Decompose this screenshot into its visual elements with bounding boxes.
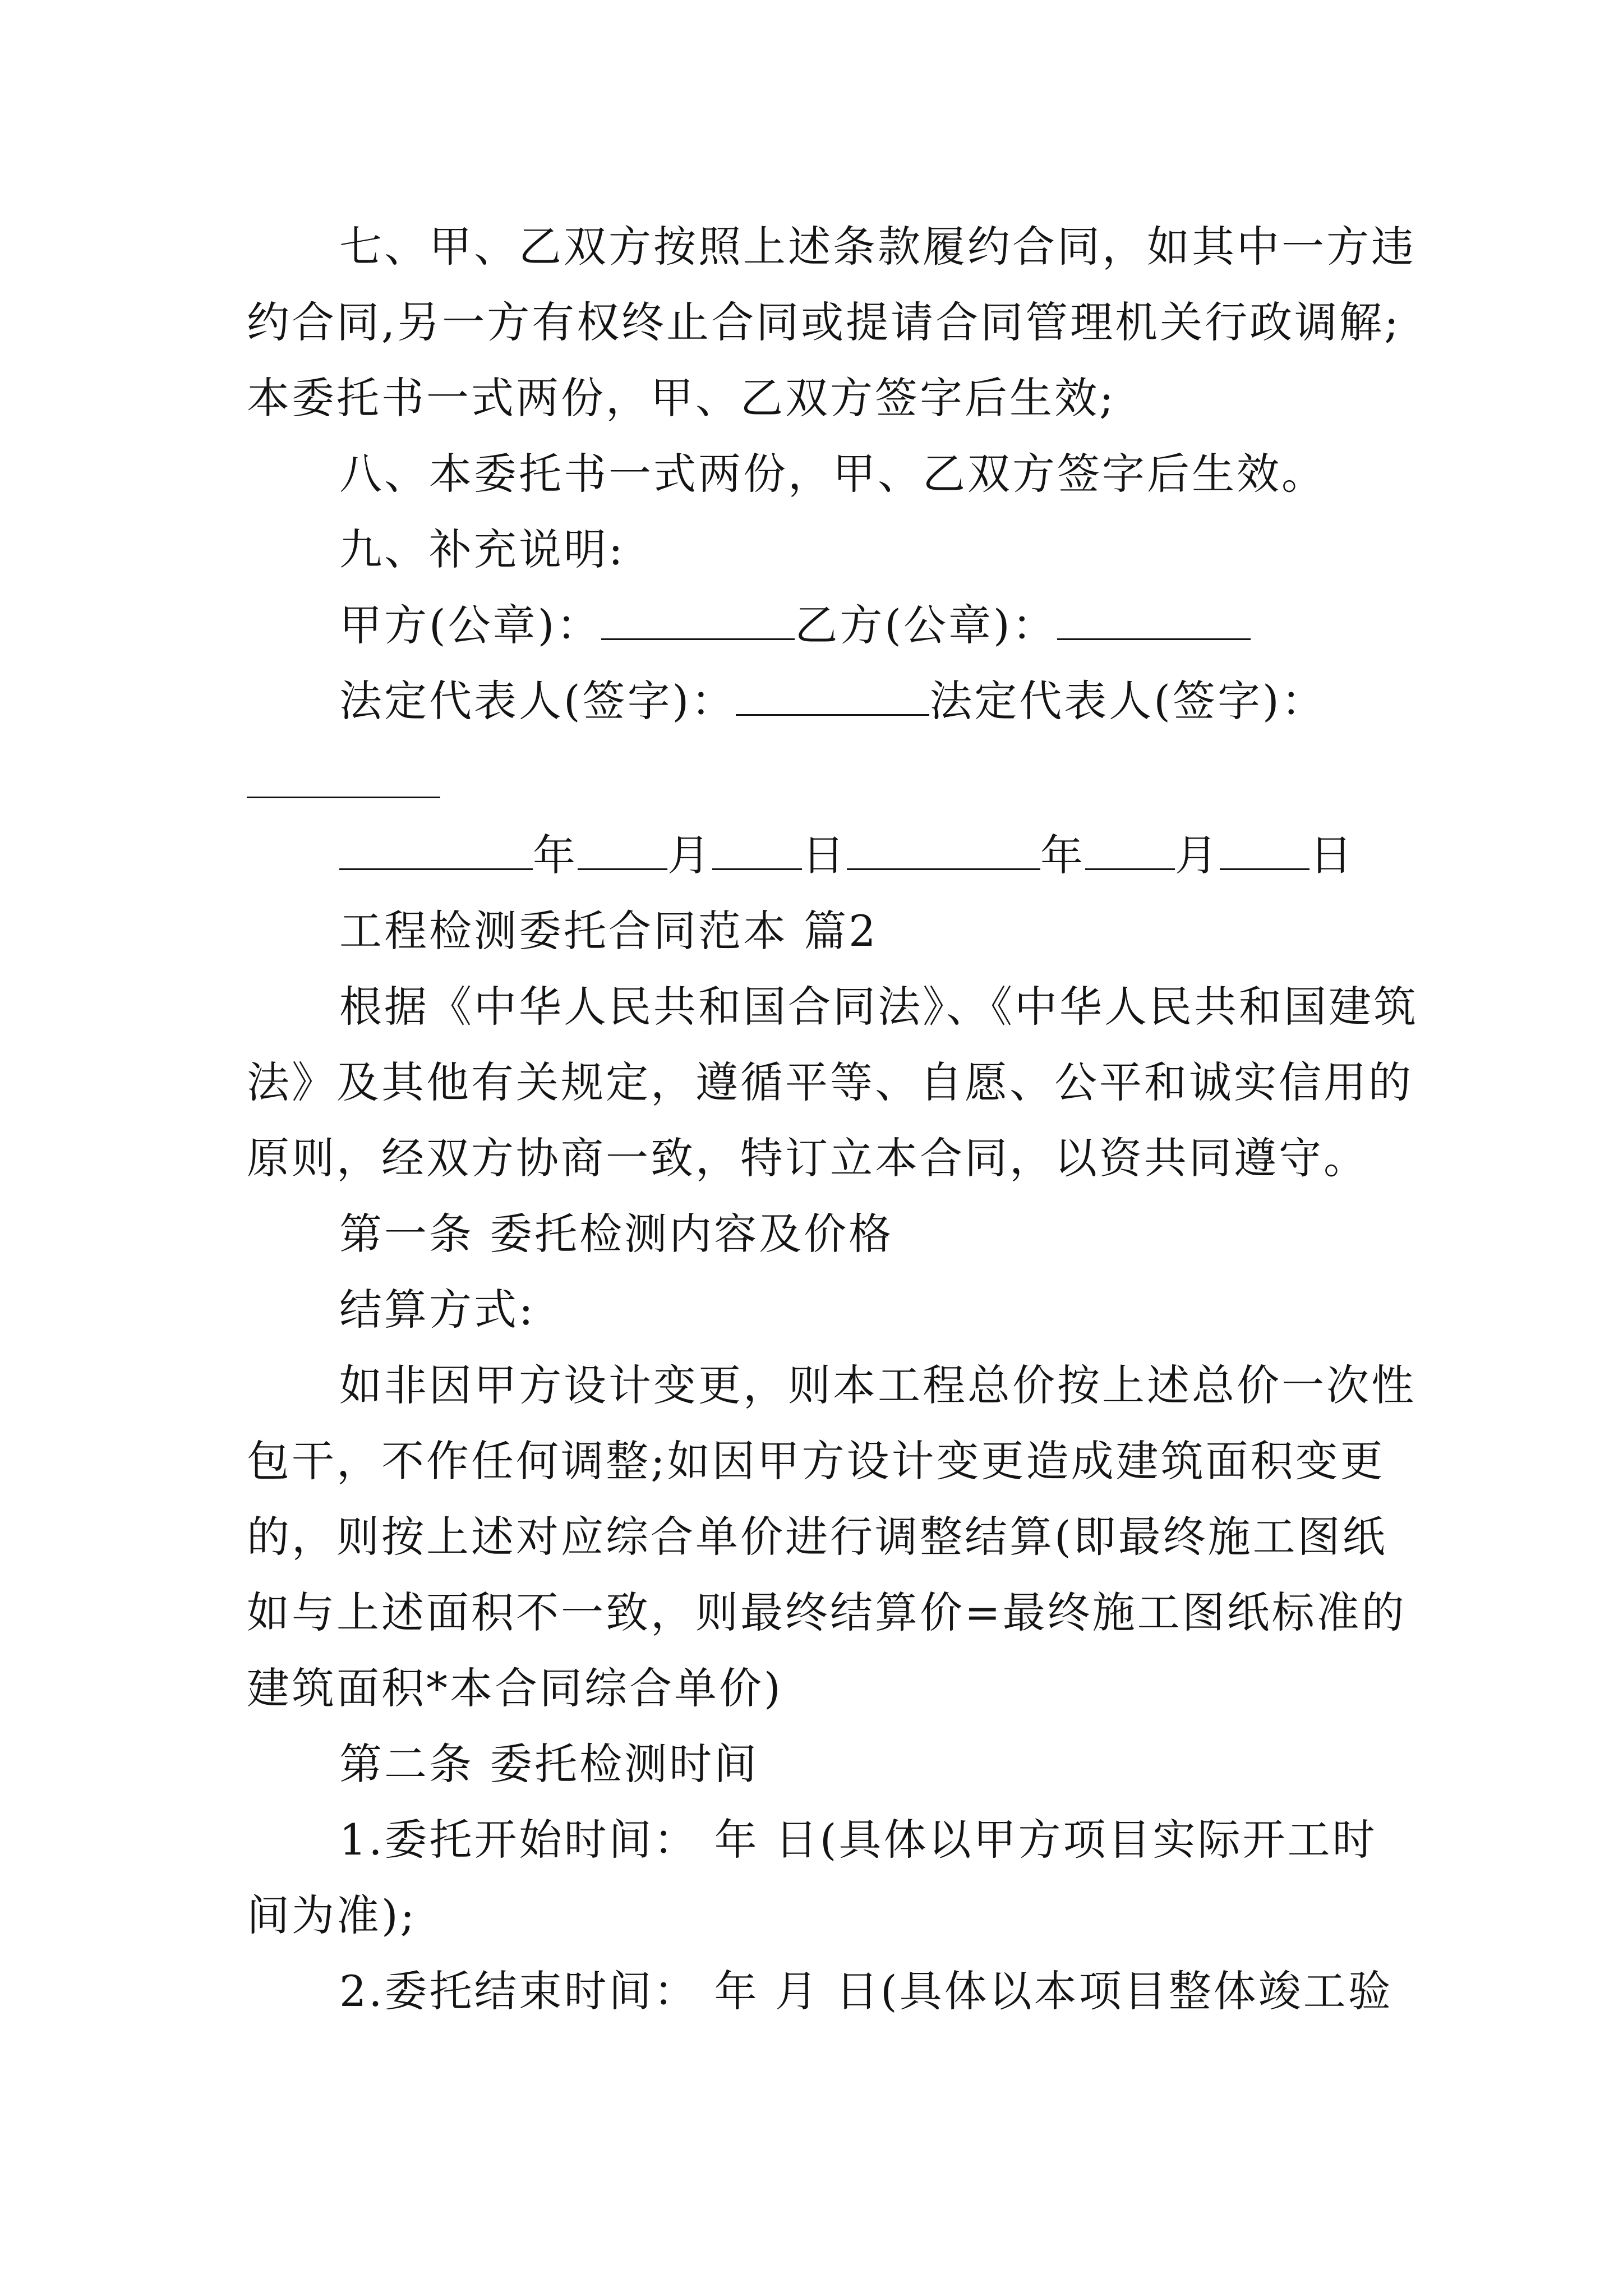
party-a-seal-label: 甲方(公章)： bbox=[339, 600, 602, 650]
settlement-line-4: 如与上述面积不一致，则最终结算价=最终施工图纸标准的 bbox=[247, 1588, 1407, 1637]
party-b-seal-blank bbox=[1057, 598, 1251, 640]
settlement-line-5: 建筑面积*本合同综合单价) bbox=[247, 1663, 783, 1713]
date-a-year-blank bbox=[339, 828, 533, 870]
article-1-heading: 第一条 委托检测内容及价格 bbox=[339, 1209, 894, 1259]
date-a-month-blank bbox=[578, 828, 667, 870]
clause-9: 九、补充说明: bbox=[339, 524, 625, 574]
date-a-day: 日 bbox=[802, 830, 847, 880]
date-b-year: 年 bbox=[1040, 830, 1085, 880]
settlement-heading: 结算方式: bbox=[339, 1285, 536, 1335]
end-time-line: 2.委托结束时间： 年 月 日(具体以本项目整体竣工验 bbox=[339, 1966, 1393, 2016]
rep-a-blank bbox=[736, 674, 929, 716]
settlement-line-2: 包干，不作任何调整;如因甲方设计变更造成建筑面积变更 bbox=[247, 1436, 1385, 1486]
date-b-month: 月 bbox=[1175, 830, 1220, 880]
rep-b-blank bbox=[247, 797, 440, 798]
settlement-line-3: 的，则按上述对应综合单价进行调整结算(即最终施工图纸 bbox=[247, 1512, 1387, 1562]
date-a-year: 年 bbox=[533, 830, 578, 880]
clause-7-line-2: 约合同,另一方有权终止合同或提请合同管理机关行政调解; bbox=[247, 297, 1401, 347]
body-line-1: 根据《中华人民共和国合同法》、《中华人民共和国建筑 bbox=[339, 982, 1418, 1032]
body-line-3: 原则，经双方协商一致，特订立本合同，以资共同遵守。 bbox=[247, 1133, 1368, 1183]
section-title: 工程检测委托合同范本 篇2 bbox=[339, 906, 878, 956]
date-b-day-blank bbox=[1220, 828, 1310, 870]
date-b-day: 日 bbox=[1310, 830, 1354, 880]
date-a-day-blank bbox=[712, 828, 802, 870]
body-line-2: 法》及其他有关规定，遵循平等、自愿、公平和诚实信用的 bbox=[247, 1057, 1413, 1107]
clause-8: 八、本委托书一式两份，甲、乙双方签字后生效。 bbox=[339, 449, 1326, 499]
date-a-month: 月 bbox=[667, 830, 712, 880]
date-line bbox=[339, 822, 1354, 889]
date-b-year-blank bbox=[847, 828, 1040, 870]
settlement-line-1: 如非因甲方设计变更，则本工程总价按上述总价一次性 bbox=[339, 1360, 1416, 1410]
start-time-line-2: 间为准); bbox=[247, 1890, 417, 1940]
rep-b-label: 法定代表人(签字)： bbox=[929, 676, 1326, 726]
article-2-heading: 第二条 委托检测时间 bbox=[339, 1739, 759, 1789]
party-b-seal-label: 乙方(公章)： bbox=[795, 600, 1057, 650]
date-b-month-blank bbox=[1085, 828, 1175, 870]
seal-line bbox=[339, 592, 1251, 659]
clause-7-line-3: 本委托书一式两份，甲、乙双方签字后生效; bbox=[247, 373, 1116, 423]
party-a-seal-blank bbox=[601, 598, 795, 640]
rep-a-label: 法定代表人(签字)： bbox=[339, 676, 736, 726]
representative-line bbox=[339, 668, 1326, 735]
start-time-line-1: 1.委托开始时间： 年 日(具体以甲方项目实际开工时 bbox=[339, 1815, 1377, 1865]
clause-7-line-1: 七、甲、乙双方按照上述条款履约合同，如其中一方违 bbox=[339, 222, 1416, 272]
